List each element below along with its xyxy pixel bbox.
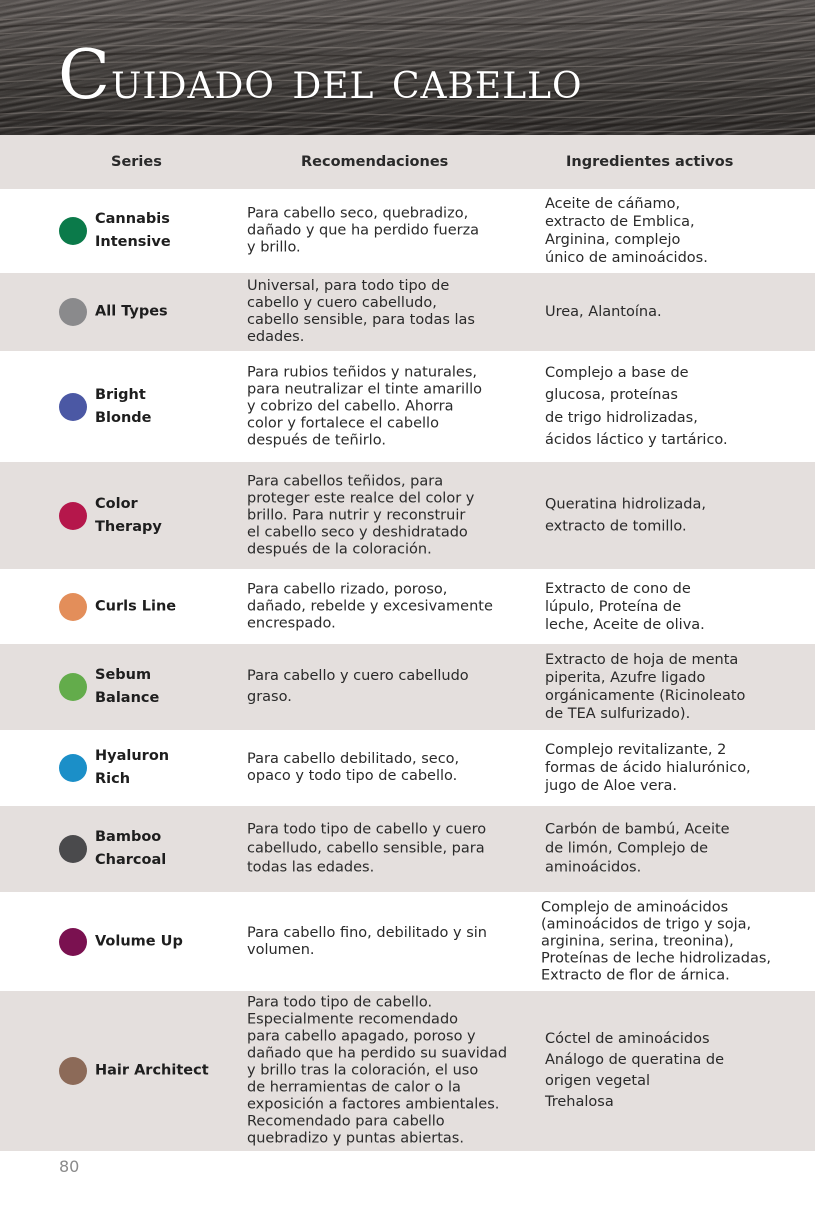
series-color-dot [59, 217, 87, 245]
series-name: Cannabis Intensive [95, 211, 171, 250]
table-row [0, 569, 815, 644]
header-series: Series [111, 154, 162, 170]
product-table [0, 135, 815, 1151]
series-color-dot [59, 298, 87, 326]
table-row [0, 644, 815, 730]
series-name: Bamboo Charcoal [95, 829, 167, 868]
table-header-row [0, 135, 815, 189]
series-color-dot [59, 593, 87, 621]
series-color-dot [59, 393, 87, 421]
table-row [0, 189, 815, 273]
table-row [0, 991, 815, 1151]
recommendation-text: Para todo tipo de cabello y cuero cabelludo, cabello sensible, para todas las edades. [247, 821, 487, 876]
series-name: Curls Line [95, 598, 177, 614]
table-row [0, 351, 815, 462]
series-name: Bright Blonde [95, 386, 152, 426]
recommendation-text: Para cabello seco, quebradizo, dañado y que ha perdido fuerza y brillo. [247, 205, 480, 256]
hero-banner-hair-image [0, 0, 815, 135]
table-row [0, 273, 815, 351]
ingredients-text: Extracto de hoja de menta piperita, Azufre ligado orgánicamente (Ricinoleato de TEA sulfurizado). [545, 652, 746, 722]
ingredients-text: Queratina hidrolizada, extracto de tomillo. [545, 496, 706, 535]
table-row [0, 462, 815, 569]
recommendation-text: Para cabello y cuero cabelludo graso. [247, 668, 469, 705]
series-color-dot [59, 754, 87, 782]
ingredients-text: Cóctel de aminoácidos Análogo de queratina de origen vegetal Trehalosa [545, 1031, 724, 1110]
table-row [0, 892, 815, 991]
table-row [0, 806, 815, 892]
page-title: Cuidado del cabello [58, 36, 583, 115]
series-name: Color Therapy [95, 495, 162, 535]
table-row [0, 730, 815, 806]
ingredients-text: Carbón de bambú, Aceite de limón, Complejo de aminoácidos. [545, 821, 730, 876]
recommendation-text: Para rubios teñidos y naturales, para neutralizar el tinte amarillo y cobrizo del cabello. Ahorra color y fortalece el cabello después de teñirlo. [247, 364, 482, 448]
recommendation-text: Para cabellos teñidos, para proteger este realce del color y brillo. Para nutrir y reconstruir el cabello seco y deshidratado después de la coloración. [247, 473, 475, 557]
recommendation-text: Para cabello rizado, poroso, dañado, rebelde y excesivamente encrespado. [247, 581, 493, 631]
series-color-dot [59, 673, 87, 701]
ingredients-text: Aceite de cáñamo, extracto de Emblica, Arginina, complejo único de aminoácidos. [545, 196, 708, 266]
ingredients-text: Complejo revitalizante, 2 formas de ácido hialurónico, jugo de Aloe vera. [545, 742, 751, 794]
series-color-dot [59, 835, 87, 863]
page-number: 80 [59, 1157, 80, 1176]
ingredients-text: Urea, Alantoína. [545, 304, 662, 320]
header-active-ingredients: Ingredientes activos [566, 154, 734, 170]
series-name: Hair Architect [95, 1062, 209, 1079]
recommendation-text: Para cabello debilitado, seco, opaco y todo tipo de cabello. [247, 751, 460, 784]
ingredients-text: Complejo de aminoácidos (aminoácidos de trigo y soja, arginina, serina, treonina), Proteínas de leche hidrolizadas, Extracto de flor de árnica. [541, 899, 771, 983]
series-name: All Types [95, 303, 168, 320]
recommendation-text: Universal, para todo tipo de cabello y cuero cabelludo, cabello sensible, para todas las edades. [247, 278, 475, 345]
series-color-dot [59, 1057, 87, 1085]
series-name: Volume Up [95, 933, 183, 949]
recommendation-text: Para cabello fino, debilitado y sin volumen. [247, 924, 488, 958]
recommendation-text: Para todo tipo de cabello. Especialmente recomendado para cabello apagado, poroso y dañado que ha perdido su suavidad y brillo tras la coloración, el uso de herramientas de calor o la exposición a factores ambientales. Recomendado para cabello quebradizo y puntas abiertas. [247, 994, 508, 1147]
header-recommendations: Recomendaciones [301, 154, 449, 170]
ingredients-text: Complejo a base de glucosa, proteínas de trigo hidrolizadas, ácidos láctico y tartárico. [545, 364, 728, 448]
series-color-dot [59, 928, 87, 956]
ingredients-text: Extracto de cono de lúpulo, Proteína de leche, Aceite de oliva. [545, 580, 705, 633]
series-name: Hyaluron Rich [95, 748, 170, 787]
series-color-dot [59, 502, 87, 530]
series-name: Sebum Balance [95, 667, 160, 706]
